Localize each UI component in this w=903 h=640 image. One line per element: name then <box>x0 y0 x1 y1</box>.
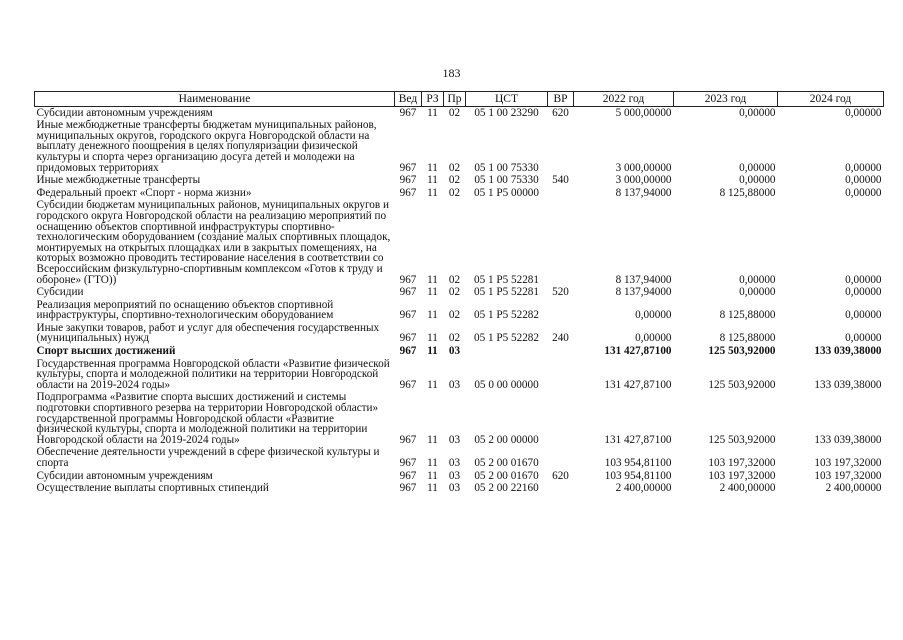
table-row <box>35 199 884 286</box>
cell-rz: 11 <box>427 286 438 299</box>
cell-vr <box>548 391 574 446</box>
cell-2024: 133 039,38000 <box>814 378 882 391</box>
cell-rz: 11 <box>427 433 438 446</box>
table-row <box>35 482 884 495</box>
cell-2022: 2 400,00000 <box>615 482 672 495</box>
cell-cst: 05 1 P5 00000 <box>474 186 539 199</box>
table-header-row <box>35 92 884 107</box>
cell-2022: 0,00000 <box>635 309 672 322</box>
cell-pr: 03 <box>448 378 461 391</box>
cell-cst: 05 1 P5 52281 <box>474 286 539 299</box>
cell-2024: 103 197,32000 <box>814 457 882 469</box>
cell-2024: 0,00000 <box>845 174 882 187</box>
cell-name: Реализация мероприятий по оснащению объектов спортивной инфраструктуры, спортивно-технологическим оборудованием <box>36 298 334 322</box>
cell-2022: 131 427,87100 <box>604 433 672 446</box>
cell-2022: 0,00000 <box>635 332 672 345</box>
cell-2022: 8 137,94000 <box>615 286 672 299</box>
cell-ved: 967 <box>399 286 417 299</box>
cell-vr: 520 <box>552 286 569 299</box>
cell-cst: 05 2 00 01670 <box>474 457 539 469</box>
cell-rz: 11 <box>427 457 438 469</box>
cell-ved: 967 <box>399 106 417 119</box>
cell-rz: 11 <box>427 161 438 174</box>
cell-name: Иные межбюджетные трансферты <box>36 174 201 187</box>
cell-ved: 967 <box>399 482 417 495</box>
table-row <box>35 286 884 299</box>
cell-ved: 967 <box>399 345 417 358</box>
cell-name: Иные закупки товаров, работ и услуг для обеспечения государственных (муниципальных) нужд <box>36 321 380 345</box>
cell-2023: 103 197,32000 <box>708 469 776 482</box>
cell-pr: 02 <box>448 186 461 199</box>
cell-2022: 8 137,94000 <box>615 273 672 286</box>
cell-name: Спорт высших достижений <box>36 345 176 358</box>
cell-vr <box>548 299 574 322</box>
cell-ved: 967 <box>399 273 417 286</box>
cell-pr: 02 <box>448 174 461 187</box>
cell-pr: 03 <box>448 469 461 482</box>
cell-pr: 03 <box>448 345 461 358</box>
cell-rz: 11 <box>427 378 438 391</box>
cell-ved: 967 <box>399 174 417 187</box>
col-header-name: Наименование <box>35 92 395 107</box>
cell-cst: 05 1 P5 52281 <box>474 273 539 286</box>
cell-cst: 05 2 00 01670 <box>474 469 539 482</box>
table-row <box>35 446 884 469</box>
cell-ved: 967 <box>399 457 417 469</box>
cell-2024: 2 400,00000 <box>825 482 882 495</box>
cell-name: Иные межбюджетные трансферты бюджетам муниципальных районов, муниципальных округов, городского округа Новгородской области на выплату денежного поощрения в целях популяризации физической культуры и спорта через организацию досуга детей и молодежи на придомовых территориях <box>36 119 377 174</box>
cell-vr <box>548 119 574 174</box>
cell-vr <box>548 199 574 286</box>
cell-2023: 125 503,92000 <box>708 345 776 358</box>
cell-rz: 11 <box>427 174 438 187</box>
cell-cst: 05 1 00 75330 <box>474 161 539 174</box>
cell-2024: 0,00000 <box>845 273 882 286</box>
cell-2022: 3 000,00000 <box>615 174 672 187</box>
cell-pr: 02 <box>448 106 461 119</box>
cell-2024: 0,00000 <box>845 309 882 322</box>
col-header-vr: ВР <box>548 92 574 107</box>
cell-ved: 967 <box>399 309 417 322</box>
cell-cst <box>466 345 548 358</box>
cell-vr <box>548 358 574 392</box>
table-row <box>35 391 884 446</box>
cell-2023: 0,00000 <box>739 161 776 174</box>
col-header-rz: РЗ <box>422 92 444 107</box>
cell-2024: 0,00000 <box>845 286 882 299</box>
cell-vr: 240 <box>552 332 569 345</box>
cell-ved: 967 <box>399 469 417 482</box>
cell-2022: 8 137,94000 <box>615 186 672 199</box>
cell-cst: 05 1 P5 52282 <box>474 332 539 345</box>
cell-rz: 11 <box>427 309 438 322</box>
table-row <box>35 358 884 392</box>
cell-ved: 967 <box>399 378 417 391</box>
cell-2024: 133 039,38000 <box>814 345 882 358</box>
table-row <box>35 299 884 322</box>
cell-pr: 02 <box>448 161 461 174</box>
cell-ved: 967 <box>399 186 417 199</box>
cell-2023: 0,00000 <box>739 106 776 119</box>
cell-rz: 11 <box>427 332 438 345</box>
cell-2023: 8 125,88000 <box>719 309 776 322</box>
cell-ved: 967 <box>399 332 417 345</box>
cell-cst: 05 1 00 75330 <box>474 174 539 187</box>
cell-2024: 0,00000 <box>845 106 882 119</box>
cell-2023: 125 503,92000 <box>708 433 776 446</box>
cell-rz: 11 <box>427 186 438 199</box>
cell-2022: 103 954,81100 <box>604 457 672 469</box>
table-row <box>35 106 884 119</box>
cell-name: Подпрограмма «Развитие спорта высших достижений и системы подготовки спортивного резерва на территории Новгородской области» государственной программы Новгородской области «Развитие физической культуры, спорта и молодежной политики на территории Новгородской области на 2019-2024 годы» <box>36 391 379 446</box>
cell-2022: 3 000,00000 <box>615 161 672 174</box>
cell-rz: 11 <box>427 345 438 358</box>
table-row <box>35 322 884 345</box>
cell-vr <box>548 187 574 200</box>
cell-2022: 103 954,81100 <box>604 469 672 482</box>
col-header-2023: 2023 год <box>674 92 778 107</box>
cell-ved: 967 <box>399 433 417 446</box>
cell-vr: 620 <box>552 106 569 119</box>
cell-rz: 11 <box>427 469 438 482</box>
cell-pr: 03 <box>448 457 461 469</box>
cell-pr: 03 <box>448 433 461 446</box>
col-header-2024: 2024 год <box>778 92 884 107</box>
cell-pr: 02 <box>448 309 461 322</box>
cell-cst: 05 1 00 23290 <box>474 106 539 119</box>
table-row <box>35 187 884 200</box>
cell-rz: 11 <box>427 106 438 119</box>
col-header-cst: ЦСТ <box>466 92 548 107</box>
cell-vr <box>548 446 574 469</box>
cell-2022: 131 427,87100 <box>604 345 672 358</box>
cell-name: Субсидии бюджетам муниципальных районов, муниципальных округов и городского округа Новгородской области на реализацию мероприятий по оснащению объектов спортивной инфраструктуры спортивно-технологическим оборудованием (создание малых спортивных площадок, монтируемых на открытых площадках или в закрытых помещениях, на которых возможно проводить тестирование населения в соответствии со Всероссийским физкультурно-спортивным комплексом «Готов к труду и обороне» (ГТО)) <box>36 199 391 286</box>
cell-cst: 05 0 00 00000 <box>474 378 539 391</box>
cell-vr: 540 <box>552 174 569 187</box>
cell-2024: 0,00000 <box>845 332 882 345</box>
budget-table <box>34 91 884 495</box>
cell-name: Федеральный проект «Спорт - норма жизни» <box>36 186 252 199</box>
cell-ved: 967 <box>399 161 417 174</box>
table-row <box>35 470 884 483</box>
table-row <box>35 119 884 174</box>
cell-pr: 02 <box>448 332 461 345</box>
cell-name: Субсидии <box>36 286 84 299</box>
cell-2023: 2 400,00000 <box>719 482 776 495</box>
cell-name: Государственная программа Новгородской области «Развитие физической культуры, спорта и молодежной политики на территории Новгородской области на 2019-2024 годы» <box>36 357 390 391</box>
cell-2023: 0,00000 <box>739 174 776 187</box>
cell-2024: 103 197,32000 <box>814 469 882 482</box>
table-row <box>35 345 884 358</box>
cell-2023: 8 125,88000 <box>719 186 776 199</box>
cell-2023: 0,00000 <box>739 273 776 286</box>
col-header-ved: Вед <box>395 92 422 107</box>
cell-name: Осуществление выплаты спортивных стипендий <box>36 482 269 495</box>
table-row <box>35 174 884 187</box>
cell-cst: 05 2 00 00000 <box>474 433 539 446</box>
cell-vr: 620 <box>552 469 569 482</box>
cell-2024: 0,00000 <box>845 186 882 199</box>
cell-2024: 133 039,38000 <box>814 433 882 446</box>
cell-cst: 05 2 00 22160 <box>474 482 539 495</box>
cell-pr: 02 <box>448 273 461 286</box>
cell-2024: 0,00000 <box>845 161 882 174</box>
col-header-2022: 2022 год <box>574 92 674 107</box>
cell-rz: 11 <box>427 273 438 286</box>
cell-vr <box>548 482 574 495</box>
cell-name: Обеспечение деятельности учреждений в сфере физической культуры и спорта <box>36 446 380 469</box>
cell-2023: 8 125,88000 <box>719 332 776 345</box>
cell-name: Субсидии автономным учреждениям <box>36 469 213 482</box>
cell-2023: 125 503,92000 <box>708 378 776 391</box>
cell-pr: 02 <box>448 286 461 299</box>
cell-rz: 11 <box>427 482 438 495</box>
page-number: 183 <box>442 66 461 80</box>
cell-pr: 03 <box>448 482 461 495</box>
cell-cst: 05 1 P5 52282 <box>474 309 539 322</box>
cell-name: Субсидии автономным учреждениям <box>36 106 213 119</box>
cell-2023: 0,00000 <box>739 286 776 299</box>
col-header-pr: Пр <box>444 92 466 107</box>
cell-2022: 131 427,87100 <box>604 378 672 391</box>
cell-vr <box>548 345 574 358</box>
cell-2022: 5 000,00000 <box>615 106 672 119</box>
cell-2023: 103 197,32000 <box>708 457 776 469</box>
